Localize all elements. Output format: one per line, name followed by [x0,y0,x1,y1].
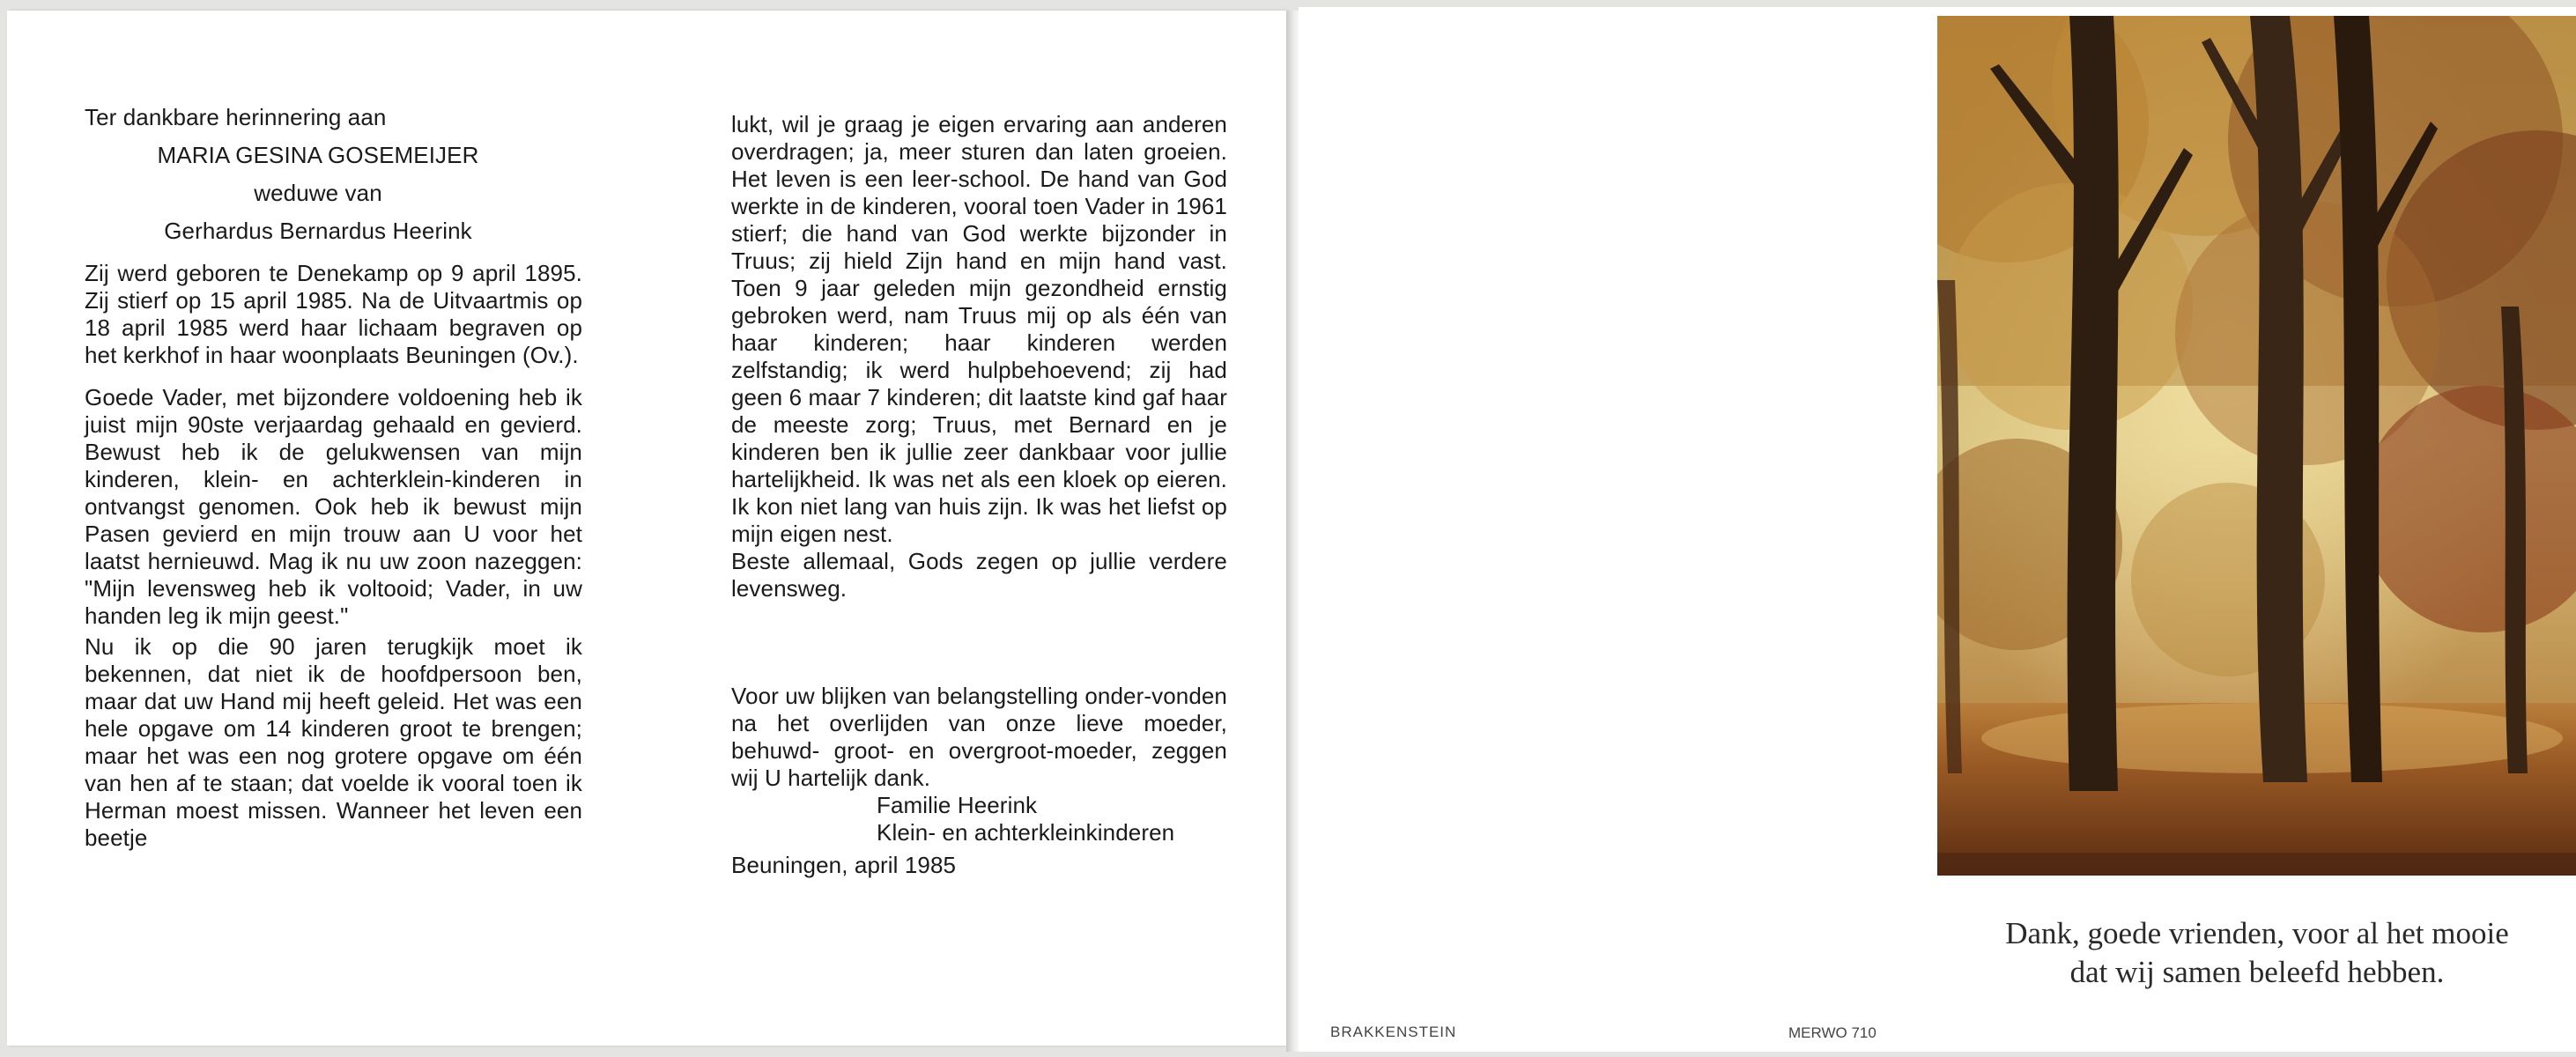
text-column-left [85,104,582,852]
caption-line-1: Dank, goede vrienden, voor al het mooie [2005,916,2509,950]
place-date: Beuningen, april 1985 [731,852,957,878]
farewell-paragraph: Beste allemaal, Gods zegen op jullie verdere levensweg. [731,548,1227,602]
product-code-label: MERWO 710 [1788,1024,1876,1041]
deceased-name: MARIA GESINA GOSEMEIJER [157,142,479,168]
signature-descendants: Klein- en achterkleinkinderen [877,819,1175,846]
memorial-card-inner [7,11,1286,1046]
autumn-forest-photo [1937,16,2576,876]
signature-family: Familie Heerink [877,792,1038,818]
intro-line: Ter dankbare herinnering aan [85,104,387,130]
text-column-right [731,111,1227,879]
spouse-name: Gerhardus Bernardus Heerink [164,218,472,244]
message-paragraph-2: Nu ik op die 90 jaren terugkijk moet ik bekennen, dat niet ik de hoofdpersoon ben, maar dat uw Hand mij heeft geleid. Het was een hele opgave om 14 kinderen groot te brengen; maar het was een nog grotere opgave om één van hen af te staan; dat voelde ik vooral toen ik Herman moest missen. Wanneer het leven een beetje [85,633,582,851]
relation-line: weduwe van [254,180,382,206]
card-caption [1912,914,2576,992]
caption-line-2: dat wij samen beleefd hebben. [2069,955,2445,989]
message-paragraph-1: Goede Vader, met bijzondere voldoening heb ik juist mijn 90ste verjaardag gehaald en gevierd. Bewust heb ik de gelukwensen van mijn kinderen, klein- en achterklein-kinderen in ontvangst genomen. Ook heb ik bewust mijn Pasen gevierd en mijn trouw aan U voor het laatst hernieuwd. Mag ik nu uw zoon nazeggen: "Mijn levensweg heb ik voltooid; Vader, in uw handen leg ik mijn geest." [85,384,582,629]
message-paragraph-3: lukt, wil je graag je eigen ervaring aan anderen overdragen; ja, meer sturen dan laten groeien. Het leven is een leer-school. De hand van God werkte in de kinderen, vooral toen Vader in 1961 stierf; die hand van God werkte bijzonder in Truus; zij hield Zijn hand en mijn hand vast. Toen 9 jaar geleden mijn gezondheid ernstig gebroken werd, nam Truus mij op als één van haar kinderen; haar kinderen werden zelfstandig; ik werd hulpbehoevend; zij had geen 6 maar 7 kinderen; dit laatste kind gaf haar de meeste zorg; Truus, met Bernard en je kinderen ben ik jullie zeer dankbaar voor jullie hartelijkheid. Ik was net als een kloek op eieren. Ik kon niet lang van huis zijn. Ik was het liefst op mijn eigen nest. [731,111,1227,547]
thanks-paragraph: Voor uw blijken van belangstelling onder-vonden na het overlijden van onze lieve moeder, behuwd- groot- en overgroot-moeder, zeggen wij U hartelijk dank. [731,683,1227,791]
publisher-label: BRAKKENSTEIN [1330,1024,1457,1040]
biography-paragraph: Zij werd geboren te Denekamp op 9 april 1895. Zij stierf op 15 april 1985. Na de Uitvaartmis op 18 april 1985 werd haar lichaam begraven op het kerkhof in haar woonplaats Beuningen (Ov.). [85,260,582,368]
card-fold [1286,11,1299,1052]
